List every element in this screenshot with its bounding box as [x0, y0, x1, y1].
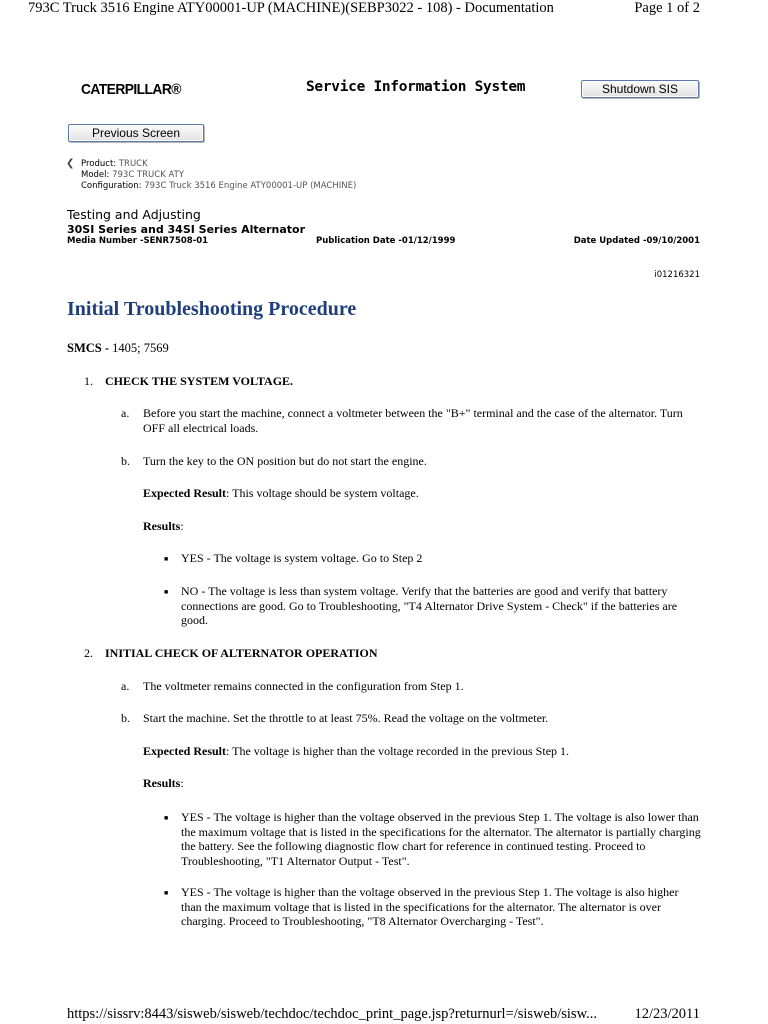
previous-screen-button[interactable]: Previous Screen: [68, 124, 204, 142]
expected-result-text: : The voltage is higher than the voltage recorded in the previous Step 1.: [226, 744, 570, 758]
model-value: 793C TRUCK ATY: [112, 170, 185, 180]
results-heading: [143, 519, 184, 534]
page-heading: Initial Troubleshooting Procedure: [67, 298, 357, 320]
configuration-label: Configuration:: [81, 181, 142, 191]
results-heading: [143, 776, 184, 791]
publication-date: Publication Date -01/12/1999: [316, 236, 456, 246]
configuration-value: 793C Truck 3516 Engine ATY00001-UP (MACHINE): [144, 181, 357, 191]
bullet-icon: ■: [164, 555, 169, 563]
print-header-page-number: Page 1 of 2: [634, 0, 700, 16]
print-footer-url: https://sissrv:8443/sisweb/sisweb/techdoc/techdoc_print_page.jsp?returnurl=/sisweb/sisw...: [67, 1006, 597, 1022]
step-title: CHECK THE SYSTEM VOLTAGE.: [105, 374, 294, 388]
results-colon: :: [180, 776, 184, 790]
substep-text: Before you start the machine, connect a voltmeter between the "B+" terminal and the case of the alternator. Turn OFF all electrical loads.: [143, 406, 683, 435]
expected-result: [143, 486, 698, 501]
expected-result-label: Expected Result: [143, 486, 226, 500]
bullet-icon: ■: [164, 889, 169, 897]
expected-result-label: Expected Result: [143, 744, 226, 758]
expected-result: [143, 744, 698, 759]
shutdown-sis-button[interactable]: Shutdown SIS: [581, 80, 699, 98]
smcs-line: [67, 341, 169, 356]
document-id: i01216321: [654, 270, 700, 280]
collapse-chevron-icon[interactable]: ❮: [66, 158, 75, 169]
result-item: YES - The voltage is system voltage. Go to Step 2: [181, 551, 423, 565]
substep-letter: a.: [121, 679, 130, 693]
print-header-title: 793C Truck 3516 Engine ATY00001-UP (MACHINE)(SEBP3022 - 108) - Documentation: [28, 0, 554, 16]
model-row: [81, 170, 184, 180]
substep-text: The voltmeter remains connected in the configuration from Step 1.: [143, 679, 464, 693]
step-number: 2.: [84, 646, 93, 660]
bullet-icon: ■: [164, 588, 169, 596]
media-number: Media Number -SENR7508-01: [67, 236, 209, 246]
substep-text: Turn the key to the ON position but do not start the engine.: [143, 454, 427, 468]
configuration-row: [81, 181, 356, 191]
bullet-icon: ■: [164, 814, 169, 822]
section-title: Testing and Adjusting: [67, 207, 201, 222]
results-label: Results: [143, 776, 181, 790]
date-updated: Date Updated -09/10/2001: [573, 236, 700, 246]
substep-letter: b.: [121, 454, 130, 468]
product-row: [81, 159, 148, 169]
product-value: TRUCK: [118, 159, 148, 169]
result-item: NO - The voltage is less than system voltage. Verify that the batteries are good and verify that battery connections are good. Go to Troubleshooting, "T4 Alternator Drive System - Check" if the batteries are good.: [181, 584, 678, 628]
print-footer-date: 12/23/2011: [634, 1006, 700, 1022]
result-item: YES - The voltage is higher than the voltage observed in the previous Step 1. The voltage is also higher than the maximum voltage that is listed in the specifications for the alternator. The alternator is over charging. Proceed to Troubleshooting, "T8 Alternator Overcharging - Test".: [181, 885, 679, 929]
substep-letter: a.: [121, 406, 130, 420]
results-label: Results: [143, 519, 181, 533]
model-label: Model:: [81, 170, 110, 180]
substep-letter: b.: [121, 711, 130, 725]
subsection-title: 30SI Series and 34SI Series Alternator: [67, 223, 306, 236]
step-title: INITIAL CHECK OF ALTERNATOR OPERATION: [105, 646, 378, 660]
result-item: YES - The voltage is higher than the voltage observed in the previous Step 1. The voltage is also lower than the maximum voltage that is listed in the specifications for the alternator. The alternator is partially charging the battery. See the following diagnostic flow chart for reference in continued testing. Proceed to Troubleshooting, "T1 Alternator Output - Test".: [181, 810, 701, 868]
product-label: Product:: [81, 159, 117, 169]
results-colon: :: [180, 519, 184, 533]
caterpillar-logo: CATERPILLAR®: [81, 81, 181, 98]
app-title: Service Information System: [306, 79, 526, 95]
smcs-value: 1405; 7569: [112, 341, 169, 355]
substep-text: Start the machine. Set the throttle to at least 75%. Read the voltage on the voltmeter.: [143, 711, 549, 725]
expected-result-text: : This voltage should be system voltage.: [226, 486, 419, 500]
smcs-label: SMCS -: [67, 341, 113, 355]
step-number: 1.: [84, 374, 93, 388]
